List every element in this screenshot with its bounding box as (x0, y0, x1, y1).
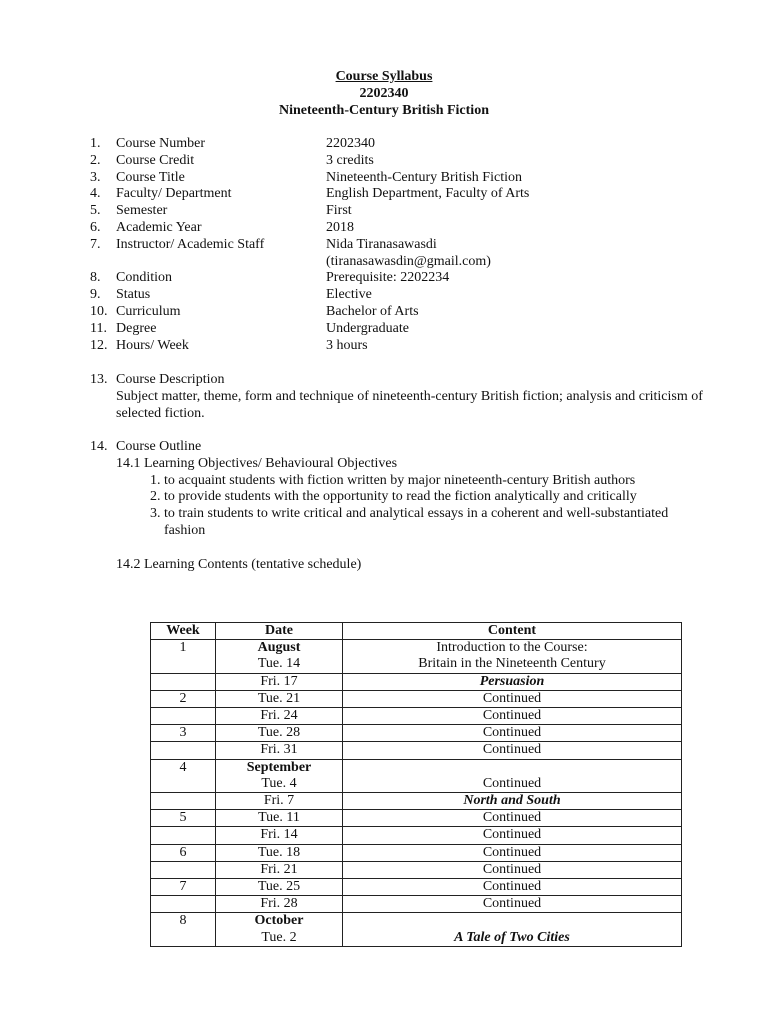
content-text: Continued (482, 725, 542, 741)
info-value-line: 2202340 (326, 136, 375, 151)
date-label: Fri. 24 (260, 708, 298, 724)
date-label: Fri. 7 (263, 793, 295, 809)
info-label: Degree (116, 320, 157, 336)
content-cell (343, 793, 682, 810)
column-header-week: Week (151, 623, 216, 640)
schedule-row (151, 793, 682, 810)
week-cell (151, 896, 216, 913)
info-value (326, 321, 710, 338)
info-value-line: Nineteenth-Century British Fiction (326, 169, 522, 185)
objective-item: 2. to provide students with the opportunity to read the fiction analytically and critically (164, 489, 710, 506)
info-number: 1. (90, 136, 101, 151)
schedule-row (151, 708, 682, 725)
content-text: Continued (482, 861, 542, 877)
info-row (90, 321, 710, 338)
info-number: 2. (90, 152, 101, 168)
content-cell (343, 810, 682, 827)
date-cell (216, 879, 343, 896)
schedule-row (151, 759, 682, 792)
info-label: Academic Year (116, 219, 202, 235)
document-header (0, 68, 768, 119)
date-cell (216, 827, 343, 844)
date-label: Tue. 2 (261, 929, 297, 945)
info-row (90, 304, 710, 321)
course-description-text: Subject matter, theme, form and technique of nineteenth-century British fiction; analysis and criticism of selected fiction. (116, 388, 703, 421)
schedule-row (151, 844, 682, 861)
date-cell (216, 913, 343, 946)
month-label: August (257, 640, 301, 656)
novel-title: North and South (463, 793, 561, 809)
objectives-heading: 14.1 Learning Objectives/ Behavioural Objectives (116, 455, 398, 471)
info-number: 4. (90, 186, 101, 202)
info-label: Instructor/ Academic Staff (116, 236, 265, 252)
course-outline-section (90, 439, 710, 573)
content-cell (343, 759, 682, 792)
course-description-section (90, 372, 710, 422)
date-cell (216, 861, 343, 878)
content-text: Continued (482, 742, 542, 758)
info-value-line: Nida Tiranasawasdi (326, 236, 437, 252)
content-text: Britain in the Nineteenth Century (418, 656, 606, 672)
info-value (326, 237, 710, 271)
info-label: Hours/ Week (116, 337, 189, 353)
date-cell (216, 844, 343, 861)
date-cell (216, 759, 343, 792)
info-value (326, 153, 710, 170)
info-row (90, 338, 710, 355)
content-cell (343, 708, 682, 725)
section-heading: Course Description (116, 372, 225, 387)
schedule-row (151, 879, 682, 896)
info-value-line: Bachelor of Arts (326, 303, 419, 319)
week-cell: 2 (151, 690, 216, 707)
info-label: Course Number (116, 136, 206, 151)
info-label: Semester (116, 203, 168, 219)
week-cell (151, 827, 216, 844)
info-number: 6. (90, 219, 101, 235)
section-heading: Course Outline (116, 439, 202, 454)
content-text: Continued (482, 690, 542, 706)
date-cell (216, 725, 343, 742)
info-number: 9. (90, 287, 101, 303)
content-text: Continued (482, 844, 542, 860)
date-label: Fri. 17 (260, 673, 298, 689)
info-value (326, 136, 710, 153)
content-text: Continued (482, 879, 542, 895)
schedule-table (150, 622, 682, 947)
week-cell: 8 (151, 913, 216, 946)
schedule-row (151, 690, 682, 707)
date-label: Tue. 28 (257, 725, 301, 741)
month-label: October (254, 913, 304, 929)
content-cell (343, 844, 682, 861)
content-cell (343, 827, 682, 844)
date-label: Tue. 18 (257, 844, 301, 860)
content-text: Continued (482, 896, 542, 912)
contents-heading: 14.2 Learning Contents (tentative schedule) (116, 556, 362, 572)
info-value (326, 304, 710, 321)
info-value (326, 338, 710, 355)
week-cell (151, 742, 216, 759)
info-number: 3. (90, 169, 101, 185)
schedule-row (151, 810, 682, 827)
info-row (90, 287, 710, 304)
content-cell (343, 690, 682, 707)
week-cell (151, 861, 216, 878)
week-cell: 4 (151, 759, 216, 792)
schedule-header-row (151, 623, 682, 640)
content-text: Continued (482, 827, 542, 843)
content-spacer (347, 913, 677, 929)
course-name-heading: Nineteenth-Century British Fiction (279, 103, 489, 118)
novel-title: A Tale of Two Cities (454, 929, 570, 945)
info-value (326, 170, 710, 187)
date-label: Tue. 21 (257, 690, 301, 706)
info-number: 7. (90, 236, 101, 252)
week-cell (151, 793, 216, 810)
info-number: 10. (90, 303, 108, 319)
info-label: Condition (116, 270, 173, 286)
info-value-line: 3 credits (326, 152, 374, 168)
novel-title: Persuasion (479, 673, 545, 689)
content-line: Introduction to the Course: (436, 640, 588, 656)
objective-item: 3. to train students to write critical and analytical essays in a coherent and well-substantiated fashion (164, 506, 710, 540)
week-cell: 6 (151, 844, 216, 861)
date-cell (216, 690, 343, 707)
info-value-line: 3 hours (326, 337, 368, 353)
info-row (90, 270, 710, 287)
column-header-date: Date (216, 623, 343, 640)
info-row (90, 186, 710, 203)
schedule-row (151, 640, 682, 673)
content-cell (343, 861, 682, 878)
info-row (90, 237, 710, 271)
schedule-row (151, 725, 682, 742)
content-text: Continued (482, 708, 542, 724)
column-header-content: Content (343, 623, 682, 640)
info-value-line: First (326, 203, 352, 219)
week-cell (151, 673, 216, 690)
info-number: 12. (90, 337, 108, 353)
content-cell (343, 725, 682, 742)
week-cell: 3 (151, 725, 216, 742)
schedule-body (151, 640, 682, 947)
info-value-line: 2018 (326, 219, 354, 235)
content-cell (343, 913, 682, 946)
section-number: 14. (90, 439, 108, 454)
date-label: Fri. 31 (260, 742, 298, 758)
schedule-row (151, 896, 682, 913)
course-info-list (90, 136, 710, 354)
info-value (326, 270, 710, 287)
info-number: 8. (90, 270, 101, 286)
document-title: Course Syllabus (335, 69, 433, 84)
info-value (326, 186, 710, 203)
objectives-list (90, 473, 710, 540)
info-row (90, 203, 710, 220)
info-value-line: (tiranasawasdin@gmail.com) (326, 253, 491, 269)
date-label: Tue. 11 (258, 810, 300, 826)
info-label: Course Credit (116, 152, 195, 168)
course-code-heading: 2202340 (359, 86, 409, 101)
date-cell (216, 708, 343, 725)
info-row (90, 220, 710, 237)
date-cell (216, 640, 343, 673)
content-cell (343, 879, 682, 896)
section-number: 13. (90, 372, 108, 387)
info-label: Course Title (116, 169, 185, 185)
week-cell (151, 708, 216, 725)
info-value-line: Undergraduate (326, 320, 409, 336)
date-label: Fri. 28 (260, 896, 298, 912)
date-label: Fri. 14 (260, 827, 298, 843)
week-cell: 5 (151, 810, 216, 827)
schedule-row (151, 742, 682, 759)
info-row (90, 136, 710, 153)
info-row (90, 170, 710, 187)
info-value-line: English Department, Faculty of Arts (326, 186, 530, 202)
content-cell (343, 640, 682, 673)
info-label: Faculty/ Department (116, 186, 232, 202)
content-cell (343, 896, 682, 913)
info-value-line: Elective (326, 287, 372, 303)
schedule-row (151, 861, 682, 878)
info-value (326, 287, 710, 304)
content-text: Continued (482, 810, 542, 826)
content-spacer (347, 760, 677, 776)
info-row (90, 153, 710, 170)
date-cell (216, 810, 343, 827)
objective-item: 1. to acquaint students with fiction written by major nineteenth-century British authors (164, 473, 710, 490)
date-label: Tue. 25 (257, 879, 301, 895)
info-number: 11. (90, 320, 107, 336)
schedule-row (151, 827, 682, 844)
week-cell: 7 (151, 879, 216, 896)
info-label: Curriculum (116, 303, 181, 319)
schedule-row (151, 673, 682, 690)
info-value (326, 220, 710, 237)
date-label: Fri. 21 (260, 861, 298, 877)
date-cell (216, 742, 343, 759)
week-cell: 1 (151, 640, 216, 673)
schedule-row (151, 913, 682, 946)
info-value-line: Prerequisite: 2202234 (326, 270, 450, 286)
date-label: Tue. 14 (257, 656, 301, 672)
info-value (326, 203, 710, 220)
info-label: Status (116, 287, 151, 303)
date-cell (216, 896, 343, 913)
content-cell (343, 673, 682, 690)
date-cell (216, 793, 343, 810)
content-text: Continued (482, 775, 542, 791)
info-number: 5. (90, 203, 101, 219)
content-cell (343, 742, 682, 759)
date-cell (216, 673, 343, 690)
month-label: September (246, 759, 312, 775)
date-label: Tue. 4 (261, 775, 297, 791)
